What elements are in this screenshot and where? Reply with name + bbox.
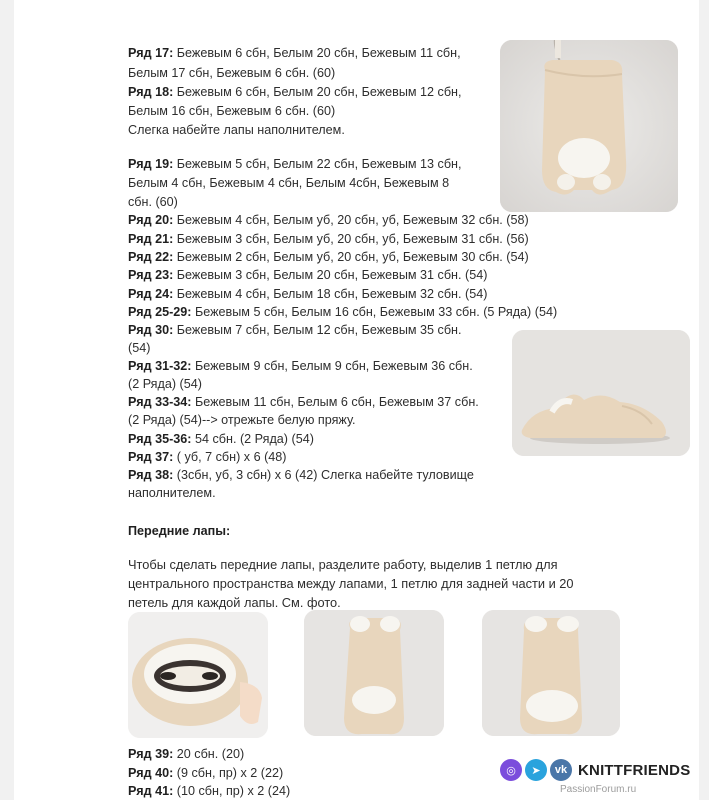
row-line: (2 Ряда) (54)--> отрежьте белую пряжу.: [128, 413, 356, 427]
row-line: Слегка набейте лапы наполнителем.: [128, 123, 345, 137]
row-line: Ряд 22: Бежевым 2 сбн, Белым уб, 20 сбн, уб, Бежевым 30 сбн. (54): [128, 250, 529, 264]
footer-brand: [500, 758, 690, 782]
page-right-edge: [699, 0, 709, 800]
row-line: Ряд 25-29: Бежевым 5 сбн, Белым 16 сбн, Бежевым 33 сбн. (5 Ряда) (54): [128, 305, 558, 319]
row-line: Ряд 40: (9 сбн, пр) х 2 (22): [128, 766, 284, 780]
row-line: Ряд 19: Бежевым 5 сбн, Белым 22 сбн, Бежевым 13 сбн,: [128, 157, 462, 171]
row-line: Ряд 20: Бежевым 4 сбн, Белым уб, 20 сбн, уб, Бежевым 32 сбн. (58): [128, 213, 529, 227]
row-line: Ряд 21: Бежевым 3 сбн, Белым уб, 20 сбн, уб, Бежевым 31 сбн. (56): [128, 232, 529, 246]
row-line: Ряд 18: Бежевым 6 сбн, Белым 20 сбн, Бежевым 12 сбн,: [128, 85, 462, 99]
row-line: Ряд 30: Бежевым 7 сбн, Белым 12 сбн, Бежевым 35 сбн.: [128, 323, 462, 337]
photo-toy-side-view: [512, 330, 690, 456]
telegram-icon[interactable]: ➤: [525, 759, 547, 781]
row-line: Ряд 17: Бежевым 6 сбн, Белым 20 сбн, Бежевым 11 сбн,: [128, 46, 461, 60]
row-line: Ряд 38: (3сбн, уб, 3 сбн) х 6 (42) Слегка набейте туловище: [128, 468, 474, 482]
row-line: Ряд 39: 20 сбн. (20): [128, 747, 245, 761]
section-title: Передние лапы:: [128, 524, 231, 538]
row-line: Ряд 41: (10 сбн, пр) х 2 (24): [128, 784, 291, 798]
photo-toy-back-view: [482, 610, 620, 736]
row-line: Ряд 24: Бежевым 4 сбн, Белым 18 сбн, Бежевым 32 сбн. (54): [128, 287, 488, 301]
row-line: Ряд 31-32: Бежевым 9 сбн, Белым 9 сбн, Бежевым 36 сбн.: [128, 359, 473, 373]
row-line: сбн. (60): [128, 195, 178, 209]
row-line: (2 Ряда) (54): [128, 377, 202, 391]
row-line: (54): [128, 341, 151, 355]
row-line: Ряд 23: Бежевым 3 сбн, Белым 20 сбн, Бежевым 31 сбн. (54): [128, 268, 488, 282]
max-messenger-icon[interactable]: ◎: [500, 759, 522, 781]
row-line: Белым 16 сбн, Бежевым 6 сбн. (60): [128, 104, 336, 118]
vk-icon[interactable]: vk: [550, 759, 572, 781]
paragraph-line: центрального пространства между лапами, 1 петлю для задней части и 20: [128, 576, 574, 591]
brand-name: KNITTFRIENDS: [578, 761, 691, 779]
row-line: наполнителем.: [128, 486, 216, 500]
photo-toy-back-hanging: [500, 40, 678, 212]
paragraph-line: петель для каждой лапы. См. фото.: [128, 595, 341, 610]
photo-toy-front-view: [304, 610, 444, 736]
paragraph-line: Чтобы сделать передние лапы, разделите работу, выделив 1 петлю для: [128, 557, 558, 572]
row-line: Белым 4 сбн, Бежевым 4 сбн, Белым 4сбн, Бежевым 8: [128, 176, 450, 190]
row-line: Белым 17 сбн, Бежевым 6 сбн. (60): [128, 66, 336, 80]
watermark: PassionForum.ru: [560, 784, 637, 795]
page-left-edge: [0, 0, 14, 800]
photo-open-body: [128, 612, 268, 738]
row-line: Ряд 37: ( уб, 7 сбн) х 6 (48): [128, 450, 287, 464]
row-line: Ряд 33-34: Бежевым 11 сбн, Белым 6 сбн, Бежевым 37 сбн.: [128, 395, 479, 409]
row-line: Ряд 35-36: 54 сбн. (2 Ряда) (54): [128, 432, 314, 446]
